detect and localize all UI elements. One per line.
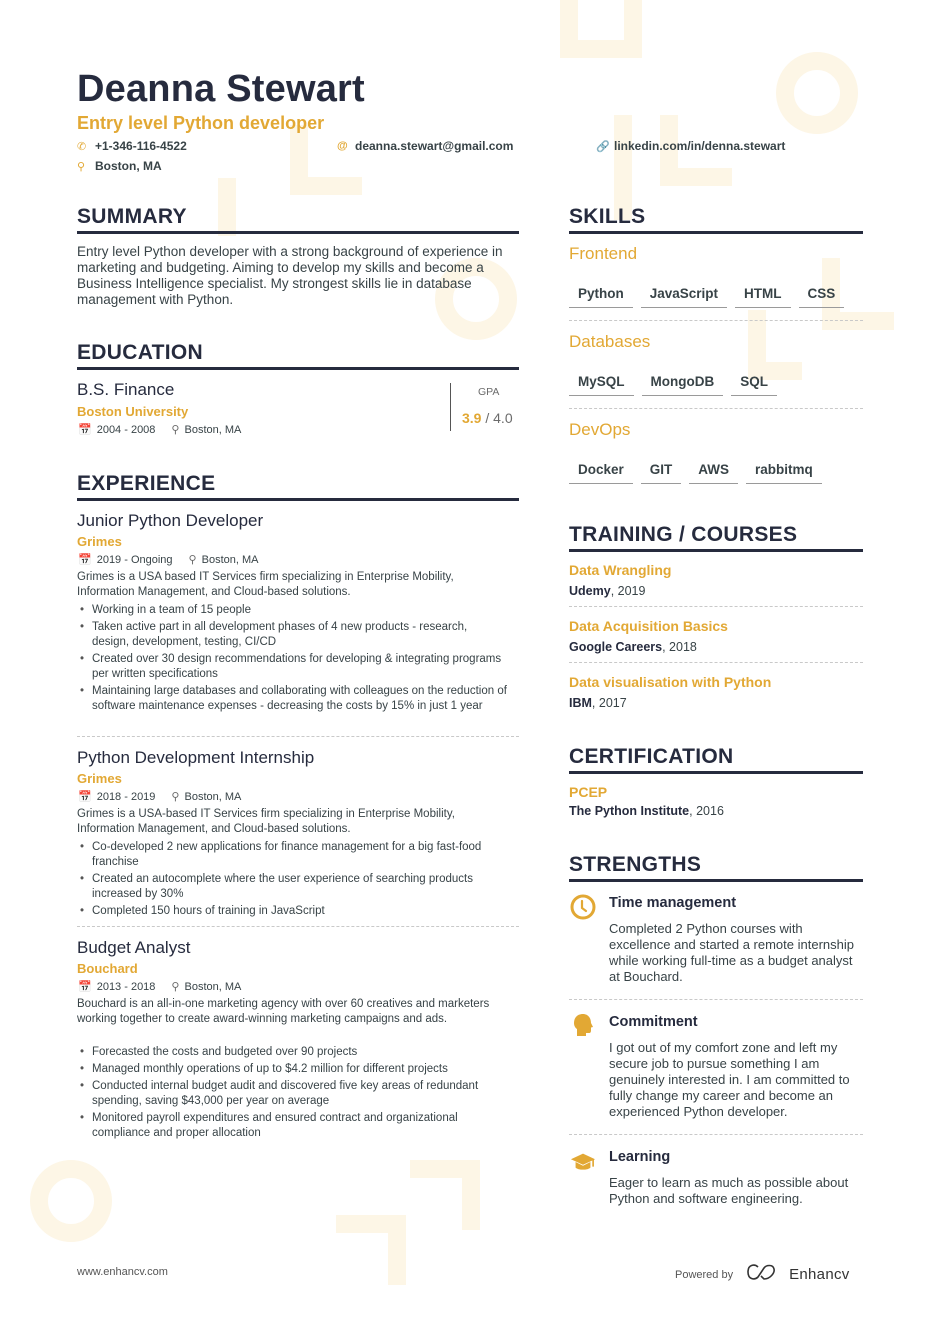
course-year: , 2019 [610,584,646,598]
footer-branding[interactable] [675,1263,850,1286]
strength-title: Commitment [609,1014,698,1030]
education-school: Boston University [77,404,189,419]
skill-tag: CSS [799,286,845,308]
job-role: Junior Python Developer [77,511,264,530]
section-title-experience: EXPERIENCE [77,472,216,495]
job-location: Boston, MA [184,790,242,803]
skill-tag: MySQL [569,374,634,396]
job-bullet: • Monitored payroll expenditures and ensured contract and organizational compliance and proper allocation [77,1111,507,1141]
candidate-name: Deanna Stewart [77,68,365,110]
strength-title: Learning [609,1149,671,1165]
phone-text: +1-346-116-4522 [95,139,187,153]
education-location: Boston, MA [184,423,242,436]
item-divider [569,408,863,409]
clock-icon [570,894,596,920]
skill-tag: HTML [735,286,791,308]
job-role: Budget Analyst [77,938,191,957]
section-title-certification: CERTIFICATION [569,745,734,768]
linkedin-text[interactable]: linkedin.com/in/denna.stewart [614,139,786,153]
course-year: , 2018 [662,640,697,654]
education-dates: 2004 - 2008 [96,423,156,436]
job-bullet: • Completed 150 hours of training in JavaScript [77,904,507,919]
skill-tags [569,286,844,308]
certification-year: , 2016 [689,804,724,818]
job-bullet: • Co-developed 2 new applications for finance management for a big fast-food franchise [77,840,507,870]
skill-tags [569,374,777,396]
gpa-value [462,410,513,426]
section-rule [77,231,519,234]
item-divider [569,999,863,1000]
section-title-education: EDUCATION [77,341,203,364]
location-pin-icon: ⚲ [77,160,86,173]
contact-linkedin[interactable] [596,139,785,153]
location-pin-icon: ⚲ [188,554,197,566]
strength-title: Time management [609,895,737,911]
certification-issuer-name: The Python Institute [569,804,690,818]
gpa-max: / 4.0 [481,410,513,426]
job-description: Grimes is a USA based IT Services firm specializing in Enterprise Mobility, Information Management, and Cloud-based solutions. [77,571,454,598]
job-bullet: • Created an autocomplete where the user experience of searching products increased by 30% [77,872,507,902]
graduation-cap-icon [570,1149,596,1175]
job-bullets [77,603,507,716]
course-title: Data Wrangling [569,562,672,578]
job-dates: 2018 - 2019 [96,790,156,803]
calendar-icon: 📅 [78,791,92,803]
section-title-strengths: STRENGTHS [569,853,702,876]
head-icon [570,1012,596,1038]
skill-group-title: Frontend [569,244,638,263]
job-dates: 2013 - 2018 [96,980,156,993]
skill-tag: MongoDB [642,374,724,396]
section-rule [569,549,863,552]
job-bullet: • Managed monthly operations of up to $4.2 million for different projects [77,1062,507,1077]
gpa-label: GPA [478,386,500,398]
job-bullets [77,840,507,921]
item-divider [569,320,863,321]
item-divider [569,662,863,663]
section-title-skills: SKILLS [569,205,646,228]
skill-tag: rabbitmq [746,462,822,484]
section-rule [569,879,863,882]
location-pin-icon: ⚲ [171,791,180,803]
phone-icon: ✆ [77,140,87,153]
course-title: Data visualisation with Python [569,674,772,690]
strength-description: I got out of my comfort zone and left my secure job to pursue something I am genuinely interested in. I am committed to fully change my career and become an experienced Python developer. [609,1040,850,1119]
brand-name: Enhancv [789,1266,850,1283]
job-dates: 2019 - Ongoing [96,553,173,566]
course-provider [569,696,627,710]
skill-tag: AWS [689,462,738,484]
course-title: Data Acquisition Basics [569,618,728,634]
job-meta [78,790,241,803]
strength-description: Completed 2 Python courses with excellence and started a remote internship while working full-time as a budget analyst at Bouchard. [609,921,854,984]
at-icon: @ [337,140,348,152]
item-divider [569,606,863,607]
item-divider [569,1134,863,1135]
job-description: Bouchard is an all-in-one marketing agency with over 60 creatives and marketers working together to create award-winning marketing campaigns and ads. [77,998,490,1025]
section-rule [569,231,863,234]
summary-text: Entry level Python developer with a strong background of experience in marketing and budgeting. Aiming to develop my skills and become a Business Intelligence specialist. My strongest skills lie in database management with Python. [77,244,503,307]
candidate-headline: Entry level Python developer [77,113,325,133]
job-location: Boston, MA [184,980,242,993]
skill-tag: SQL [731,374,777,396]
skill-tag: Python [569,286,633,308]
section-title-training: TRAINING / COURSES [569,523,798,546]
calendar-icon: 📅 [78,981,92,993]
job-bullet: • Forecasted the costs and budgeted over 90 projects [77,1045,507,1060]
item-divider [77,736,519,737]
skill-tag: GIT [641,462,682,484]
job-bullets [77,1045,507,1143]
enhancv-logo-icon [745,1263,777,1286]
skill-tag: JavaScript [641,286,727,308]
strength-description: Eager to learn as much as possible about Python and software engineering. [609,1175,849,1206]
job-description: Grimes is a USA-based IT Services firm specializing in Enterprise Mobility, Information Management, and Cloud-based solutions. [77,808,455,835]
skill-group-title: Databases [569,332,651,351]
email-text[interactable]: deanna.stewart@gmail.com [355,139,514,153]
job-company: Grimes [77,534,122,549]
gpa-divider [450,383,451,431]
job-company: Bouchard [77,961,138,976]
job-bullet: • Created over 30 design recommendations for developing & integrating programs per written specifications [77,652,507,682]
job-location: Boston, MA [201,553,259,566]
course-provider-name: Google Careers [569,640,663,654]
skill-tag: Docker [569,462,633,484]
job-role: Python Development Internship [77,748,315,767]
job-bullet: • Conducted internal budget audit and discovered five key areas of redundant spending, saving $43,000 per year on average [77,1079,507,1109]
calendar-icon: 📅 [78,424,92,436]
location-pin-icon: ⚲ [171,981,180,993]
location-pin-icon: ⚲ [171,424,180,436]
course-provider [569,584,645,598]
job-bullet: • Taken active part in all development phases of 4 new products - research, design, development, testing, CI/CD [77,620,507,650]
section-rule [77,498,519,501]
contact-email[interactable] [337,139,513,153]
job-meta [78,553,258,566]
contact-phone [77,139,187,153]
course-provider [569,640,697,654]
skill-tags [569,462,822,484]
education-meta [78,423,241,436]
course-provider-name: Udemy [569,584,611,598]
certification-issuer [569,804,724,818]
education-degree: B.S. Finance [77,380,175,399]
section-title-summary: SUMMARY [77,205,187,228]
footer-website[interactable]: www.enhancv.com [77,1266,168,1278]
contact-location [77,159,162,173]
skill-group-title: DevOps [569,420,631,439]
section-rule [569,771,863,774]
job-meta [78,980,241,993]
section-rule [77,367,519,370]
job-bullet: • Maintaining large databases and collaborating with colleagues on the reduction of software maintenance expenses - decreasing the costs by 15% in just 1 year [77,684,507,714]
course-year: , 2017 [591,696,627,710]
job-bullet: • Working in a team of 15 people [77,603,507,618]
job-company: Grimes [77,771,122,786]
certification-name: PCEP [569,784,608,800]
gpa-score: 3.9 [462,410,482,426]
location-text: Boston, MA [95,159,162,173]
item-divider [77,926,519,927]
calendar-icon: 📅 [78,554,92,566]
link-icon: 🔗 [596,140,610,153]
course-provider-name: IBM [569,696,592,710]
powered-by-label: Powered by [675,1268,734,1281]
